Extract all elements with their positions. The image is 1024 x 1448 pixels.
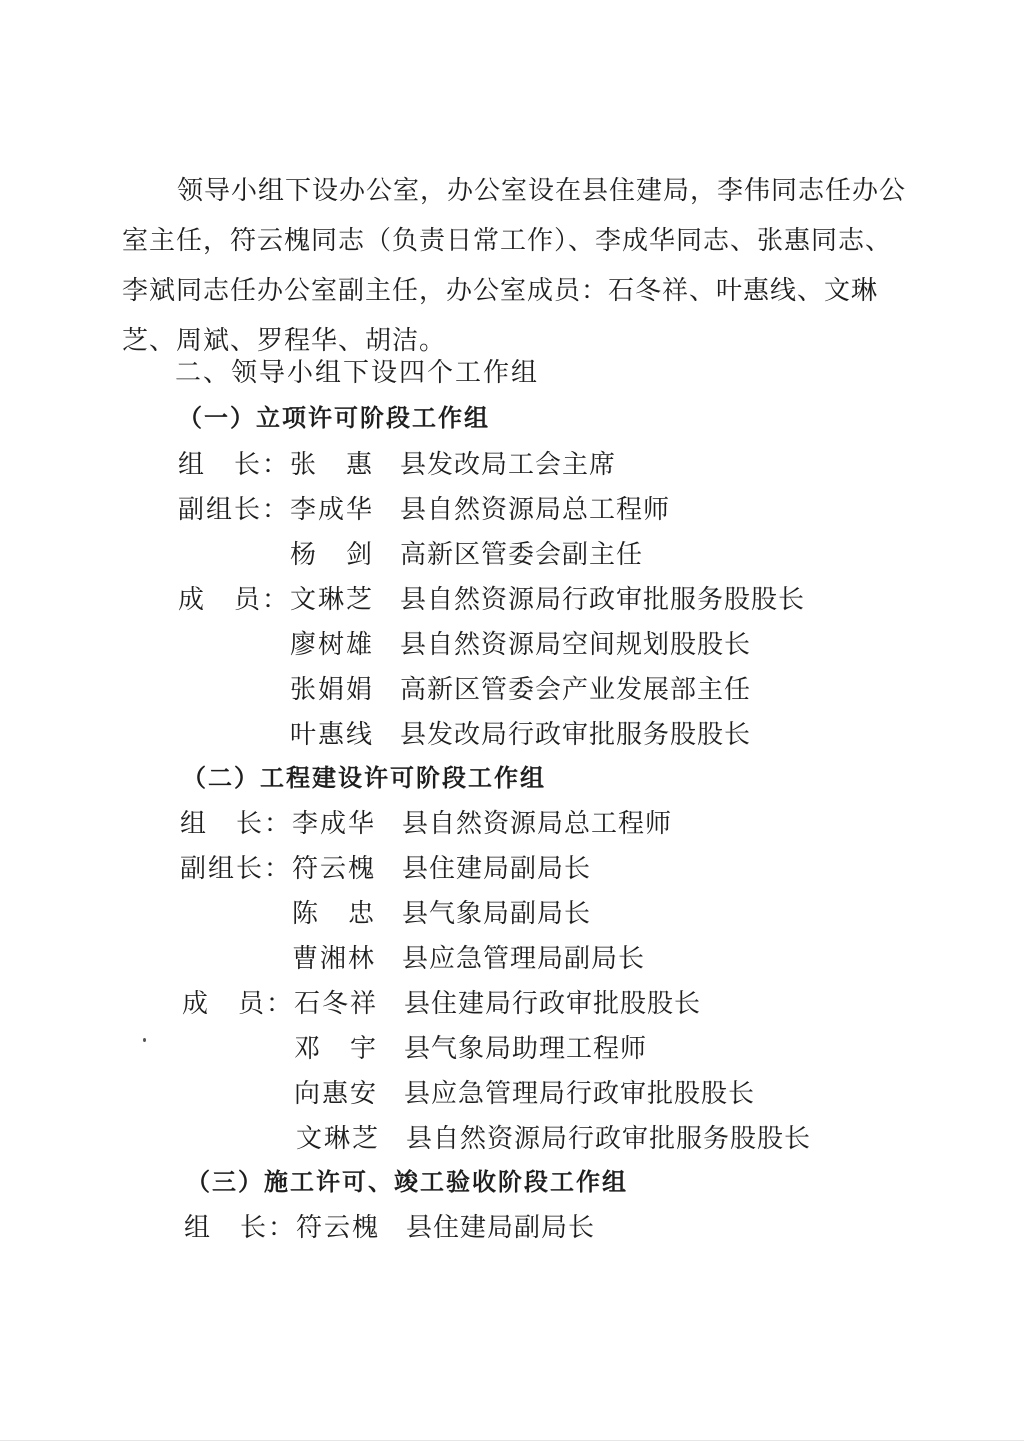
member-title: 县应急管理局行政审批股股长 [404, 1079, 756, 1109]
member-title: 县应急管理局副局长 [402, 944, 646, 974]
member-name: 邓 宇 [294, 1034, 379, 1064]
member-title: 县住建局副局长 [406, 1213, 596, 1243]
member-name: 符云槐 [292, 854, 377, 884]
member-title: 高新区管委会副主任 [400, 540, 644, 570]
member-name: 李成华 [292, 809, 377, 839]
member-title: 县气象局副局长 [402, 899, 592, 929]
member-name: 叶惠线 [290, 720, 375, 750]
member-role: 组 长： [180, 809, 293, 839]
member-role: 组 长： [178, 450, 291, 480]
section-heading: 二、领导小组下设四个工作组 [175, 358, 540, 388]
member-title: 县发改局行政审批服务股股长 [400, 720, 752, 750]
member-name: 张娟娟 [290, 675, 375, 705]
intro-paragraph: 领导小组下设办公室，办公室设在县住建局，李伟同志任办公室主任，符云槐同志（负责日常工作）、李成华同志、张惠同志、李斌同志任办公室副主任，办公室成员：石冬祥、叶惠线、文琳芝、周斌、罗程华、胡洁。 [122, 176, 907, 356]
member-title: 县自然资源局总工程师 [400, 495, 671, 525]
scan-speck [143, 1038, 146, 1042]
member-role: 成 员： [178, 585, 291, 615]
member-title: 县自然资源局空间规划股股长 [400, 630, 752, 660]
member-name: 文琳芝 [296, 1124, 381, 1154]
group-heading-1: （一）立项许可阶段工作组 [178, 404, 490, 432]
member-name: 符云槐 [296, 1213, 381, 1243]
member-name: 文琳芝 [290, 585, 375, 615]
member-role: 副组长： [180, 854, 293, 884]
member-role: 副组长： [178, 495, 291, 525]
member-title: 县自然资源局行政审批服务股股长 [406, 1124, 812, 1154]
member-name: 向惠安 [294, 1079, 379, 1109]
member-title: 县住建局副局长 [402, 854, 592, 884]
group-heading-3: （三）施工许可、竣工验收阶段工作组 [186, 1168, 628, 1196]
member-title: 县自然资源局总工程师 [402, 809, 673, 839]
member-name: 杨 剑 [290, 540, 375, 570]
member-name: 曹湘林 [292, 944, 377, 974]
group-heading-2: （二）工程建设许可阶段工作组 [182, 764, 546, 792]
member-title: 县住建局行政审批股股长 [404, 989, 702, 1019]
member-name: 廖树雄 [290, 630, 375, 660]
member-name: 陈 忠 [292, 899, 377, 929]
member-role: 成 员： [182, 989, 295, 1019]
member-title: 县自然资源局行政审批服务股股长 [400, 585, 806, 615]
member-title: 高新区管委会产业发展部主任 [400, 675, 752, 705]
member-title: 县气象局助理工程师 [404, 1034, 648, 1064]
member-name: 张 惠 [290, 450, 375, 480]
member-role: 组 长： [184, 1213, 297, 1243]
member-title: 县发改局工会主席 [400, 450, 617, 480]
member-name: 石冬祥 [294, 989, 379, 1019]
member-name: 李成华 [290, 495, 375, 525]
scan-edge-line [0, 1440, 1024, 1441]
